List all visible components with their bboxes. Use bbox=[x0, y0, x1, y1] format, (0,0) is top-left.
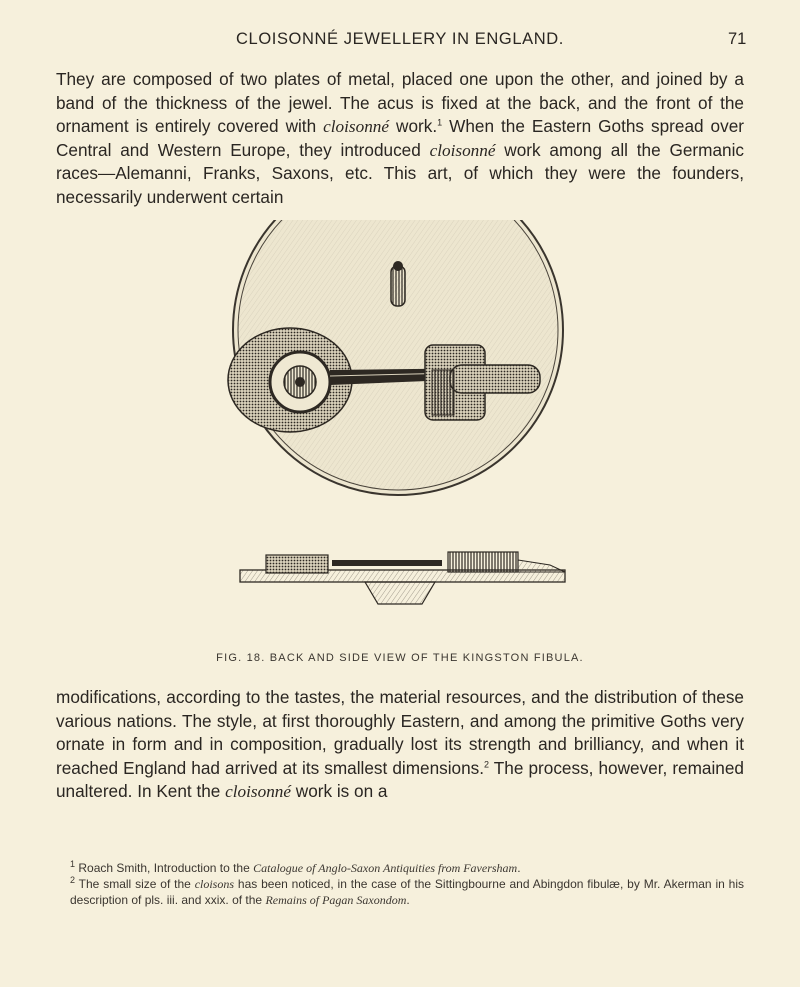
fibula-drawing bbox=[200, 220, 600, 640]
italic-term: cloisonné bbox=[323, 117, 390, 137]
footnote-text: has been noticed, in the case of the Sittingbourne and Abingdon fibulæ, by Mr. Akerman in his description of pls. iii. and xxix. of the bbox=[70, 877, 744, 907]
para-text: modifications, according to the tastes, the material resources, and the distribution of these various nations. The style, at first thoroughly Eastern, and among the primitive Goths very ornate in form and in composition, gradually lost its strength and brilliancy, and when it reached England had arrived at its smallest dimensions. bbox=[56, 687, 744, 778]
footnote-1 bbox=[56, 860, 744, 876]
para-text: They are composed of two plates of metal, placed one upon the other, and joined by a band of the thickness of the jewel. The acus is fixed at the back, and the front of the ornament is entirely covered with bbox=[56, 69, 744, 137]
para-text: The process, however, remained unaltered. In Kent the bbox=[56, 757, 744, 802]
footnote-text: Roach Smith, Introduction to the bbox=[75, 861, 254, 875]
paragraph-top bbox=[56, 68, 744, 210]
italic-term: cloisonné bbox=[225, 782, 292, 802]
footnote-number: 1 bbox=[70, 859, 76, 869]
page-number: 71 bbox=[728, 30, 747, 48]
footnote-italic: Catalogue of Anglo-Saxon Antiquities from Faversham bbox=[253, 861, 518, 875]
fibula-illustration bbox=[200, 220, 600, 640]
paragraph-bottom bbox=[56, 686, 744, 804]
para-text: work. bbox=[389, 116, 438, 137]
footnote-number: 2 bbox=[70, 875, 76, 885]
running-title: CLOISONNÉ JEWELLERY IN ENGLAND. bbox=[236, 30, 564, 48]
footnote-2 bbox=[56, 876, 744, 908]
footnote-italic: Remains of Pagan Saxondom bbox=[265, 893, 407, 907]
para-text: When the Eastern Goths spread over Central and Western Europe, they introduced bbox=[56, 116, 744, 160]
footnote-italic: cloisons bbox=[194, 877, 235, 891]
figure-caption: FIG. 18. BACK AND SIDE VIEW OF THE KINGSTON FIBULA. bbox=[216, 652, 584, 664]
para-text: work among all the Germanic races—Alemanni, Franks, Saxons, etc. This art, of which they were the founders, necessarily underwent certain bbox=[56, 139, 744, 207]
footnote-text: The small size of the bbox=[75, 877, 195, 891]
footnote-ref[interactable]: 1 bbox=[437, 117, 443, 128]
para-text: work is on a bbox=[291, 781, 388, 802]
italic-term: cloisonné bbox=[429, 140, 496, 160]
side-view bbox=[240, 552, 565, 604]
attachment-loop bbox=[391, 261, 405, 306]
footnote-text: . bbox=[406, 893, 410, 907]
footnotes bbox=[56, 860, 744, 908]
footnote-text: . bbox=[517, 861, 521, 875]
footnote-ref[interactable]: 2 bbox=[484, 759, 490, 770]
